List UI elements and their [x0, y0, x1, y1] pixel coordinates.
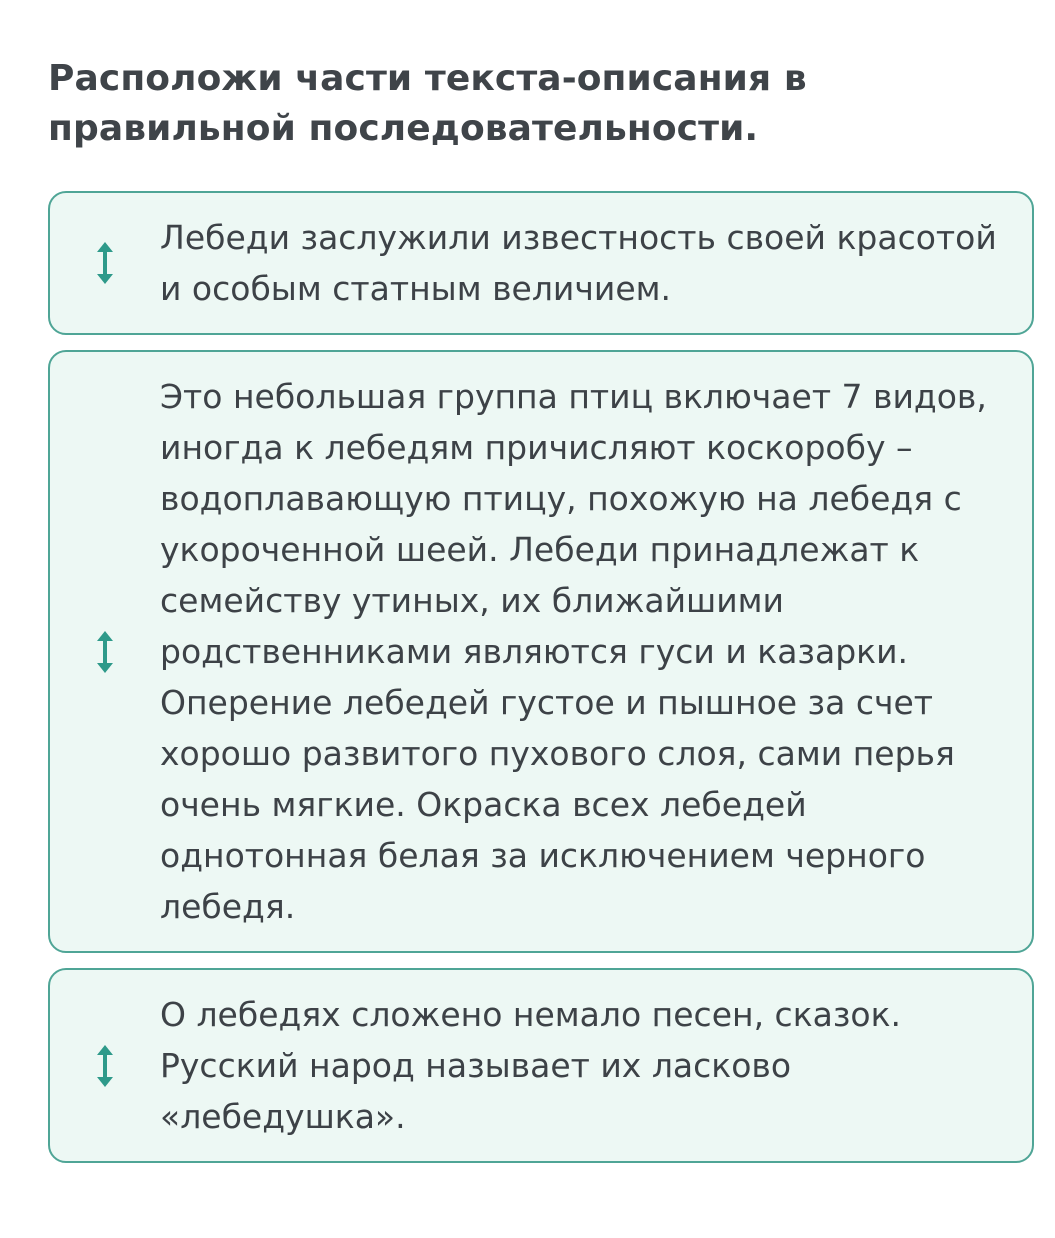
reorder-item[interactable] — [48, 968, 1034, 1163]
item-text: Лебеди заслужили известность своей красотой и особым статным величием. — [160, 218, 997, 308]
item-text: Это небольшая группа птиц включает 7 видов, иногда к лебедям причисляют коскоробу – водоплавающую птицу, похожую на лебедя с укороченной шеей. Лебеди принадлежат к семейству утиных, их ближайшими родственниками являются гуси и казарки. Оперение лебедей густое и пышное за счет хорошо развитого пухового слоя, сами перья очень мягкие. Окраска всех лебедей однотонная белая за исключением черного лебедя. — [160, 377, 987, 926]
item-text: О лебедях сложено немало песен, сказок. Русский народ называет их ласково «лебедушка». — [160, 995, 902, 1136]
reorder-item[interactable] — [48, 191, 1034, 335]
reorder-list — [48, 191, 1034, 1163]
reorder-item[interactable] — [48, 350, 1034, 953]
question-title: Расположи части текста-описания в правильной последовательности. — [48, 58, 807, 149]
drag-handle-icon[interactable] — [50, 242, 160, 284]
drag-handle-icon[interactable] — [50, 631, 160, 673]
drag-handle-icon[interactable] — [50, 1045, 160, 1087]
